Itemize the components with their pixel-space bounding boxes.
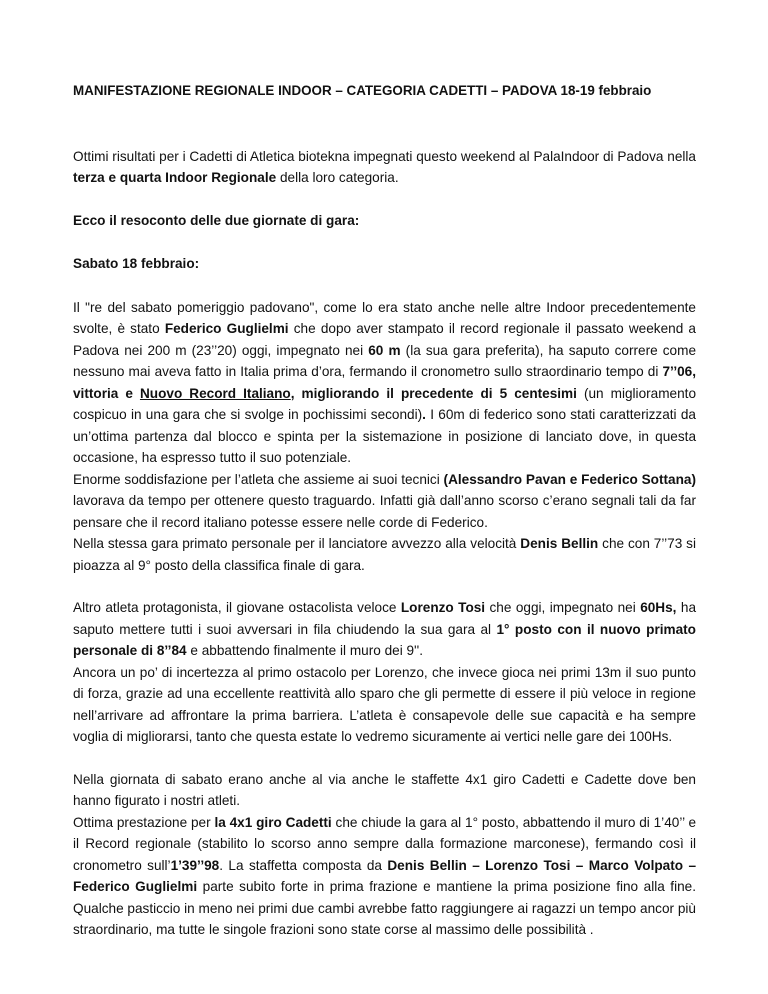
tosi-paragraph: Altro atleta protagonista, il giovane ostacolista veloce Lorenzo Tosi che oggi, impegnato nei 60Hs, ha saputo mettere tutti i suoi avversari in fila chiudendo la sua gara al 1° posto con il nuovo primato personale di 8’’84 e abbattendo finalmente il muro dei 9''. <box>73 600 697 658</box>
result-highlight: 7’’06, vittoria e <box>73 364 696 401</box>
bellin-paragraph: Nella stessa gara primato personale per il lanciatore avvezzo alla velocità Denis Bellin che con 7’’73 si pioazza al 9° posto della classifica finale di gara. <box>73 536 697 573</box>
resoconto-heading: Ecco il resoconto delle due giornate di gara: <box>73 212 360 228</box>
staffette-paragraph: Nella giornata di sabato erano anche al via anche le staffette 4x1 giro Cadetti e Cadette dove ben hanno figurato i nostri atleti. <box>73 771 696 808</box>
relay-name: la 4x1 giro Cadetti <box>214 814 332 830</box>
incertezza-paragraph: Ancora un po’ di incertezza al primo ostacolo per Lorenzo, che invece gioca nei primi 13m il suo punto di forza, grazie ad una eccellente reattività allo sparo che gli permette di essere il più veloce in regione nell’arrivare ad affrontare la prima barriera. L’atleta è consapevole delle sue capacità e ha sempre voglia di migliorarsi, tanto che questa estate lo vedremo sicuramente ai vertici nelle gare dei 100Hs. <box>73 664 696 744</box>
athlete-name: Lorenzo Tosi <box>400 600 486 615</box>
event-name: 60 m <box>368 342 401 358</box>
indoor-regionale-highlight: terza e quarta Indoor Regionale <box>73 170 277 185</box>
relay-time: 1’39’’98 <box>170 857 220 873</box>
event-name: 60Hs, <box>640 600 677 615</box>
document-title: MANIFESTAZIONE REGIONALE INDOOR – CATEGORIA CADETTI – PADOVA 18-19 febbraio <box>73 83 652 98</box>
soddisfazione-paragraph: Enorme soddisfazione per l’atleta che assieme ai suoi tecnici (Alessandro Pavan e Federico Sottana) lavorava da tempo per ottenere questo traguardo. Infatti già dall’anno scorso c’erano segnali tali da far pensare che il record italiano potesse essere nelle corde di Federico. <box>73 471 696 530</box>
coaches-names: (Alessandro Pavan e Federico Sottana) <box>443 471 696 487</box>
improvement-highlight: , migliorando il precedente di 5 centesimi <box>290 385 577 401</box>
sabato-heading: Sabato 18 febbraio: <box>73 256 200 271</box>
relay-paragraph: Ottima prestazione per la 4x1 giro Cadetti che chiude la gara al 1° posto, abbattendo il muro di 1’40’’ e il Record regionale (stabilito lo scorso anno sempre dalla formazione marconese), fermando così il cronometro sull’1’39’’98. La staffetta composta da Denis Bellin – Lorenzo Tosi – Marco Volpato – Federico Guglielmi parte subito forte in prima frazione e mantiene la prima posizione fino alla fine. Qualche pasticcio in meno nei primi due cambi avrebbe fatto raggiungere ai ragazzi un tempo ancor più straordinario, ma tutte le singole frazioni sono state corse al massimo delle possibilità . <box>73 814 697 937</box>
athlete-name: Federico Guglielmi <box>164 321 289 336</box>
athlete-name: Denis Bellin <box>520 536 599 551</box>
guglielmi-paragraph: Il "re del sabato pomeriggio padovano", come lo era stato anche nelle altre Indoor precedentemente svolte, è stato Federico Guglielmi che dopo aver stampato il record regionale il passato weekend a Padova nei 200 m (23’’20) oggi, impegnato nei 60 m (la sua gara preferita), ha saputo correre come nessuno mai aveva fatto in Italia prima d’ora, fermando il cronometro sullo straordinario tempo di 7’’06, vittoria e Nuovo Record Italiano, migliorando il precedente di 5 centesimi (un miglioramento cospicuo in una gara che si svolge in pochissimi secondi). I 60m di federico sono stati caratterizzati da un’ottima partenza dal blocco e spinta per la sistemazione in posizione di lanciato dove, in questa occasione, ha espresso tutto il suo potenziale. <box>73 299 697 465</box>
intro-paragraph: Ottimi risultati per i Cadetti di Atletica biotekna impegnati questo weekend al PalaIndoor di Padova nella terza e quarta Indoor Regionale della loro categoria. <box>73 148 696 185</box>
relay-members: Denis Bellin – Lorenzo Tosi – Marco Volpato – Federico Guglielmi <box>73 857 697 894</box>
record-italiano-highlight: Nuovo Record Italiano <box>139 385 291 401</box>
result-highlight: 1° posto con il nuovo primato personale di 8’’84 <box>73 621 696 658</box>
